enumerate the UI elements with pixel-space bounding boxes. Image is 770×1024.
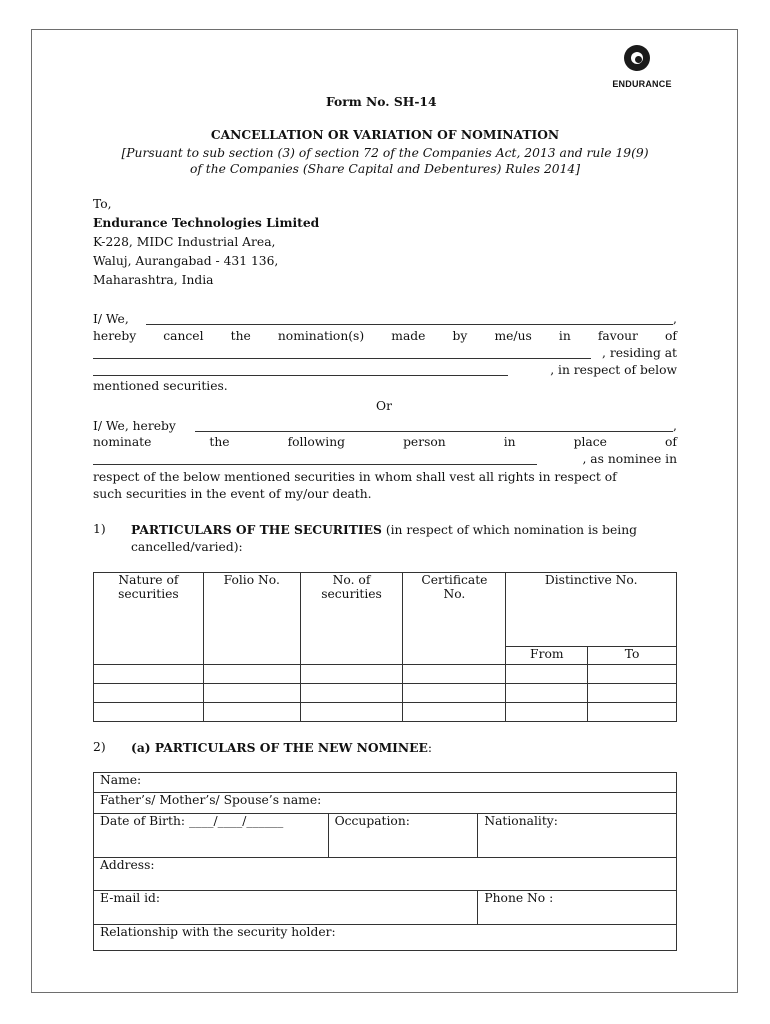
logo-mark-icon <box>624 45 650 71</box>
addressee-company: Endurance Technologies Limited <box>93 215 320 230</box>
endurance-logo <box>606 43 678 93</box>
para1-line4-end: , in respect of below <box>550 363 677 377</box>
section2-number: 2) <box>93 740 106 754</box>
securities-table <box>93 572 677 722</box>
col-from: From <box>506 647 588 665</box>
table-cell[interactable] <box>506 703 588 722</box>
para1-line5: mentioned securities. <box>93 379 228 393</box>
table-row <box>94 684 677 703</box>
table-cell[interactable] <box>588 665 677 684</box>
table-cell[interactable] <box>300 665 403 684</box>
para1-line1-end: , <box>673 312 677 326</box>
table-cell[interactable] <box>94 703 204 722</box>
nominee-dob-field[interactable]: Date of Birth: ____/____/______ <box>94 814 329 858</box>
para2-line2: nominate the following person in place of <box>93 435 677 449</box>
table-cell[interactable] <box>203 665 300 684</box>
table-cell[interactable] <box>403 684 506 703</box>
section2-heading: (a) PARTICULARS OF THE NEW NOMINEE: <box>131 740 433 755</box>
nominee-email-field[interactable]: E-mail id: <box>94 891 478 925</box>
col-to: To <box>588 647 677 665</box>
nominee-phone-field[interactable]: Phone No : <box>478 891 677 925</box>
para1-line1-prefix: I/ We, <box>93 312 129 326</box>
table-row <box>94 665 677 684</box>
col-nature-of-securities: Nature of securities <box>94 573 204 665</box>
residing-at-blank[interactable] <box>93 375 508 376</box>
or-separator: Or <box>376 399 392 413</box>
table-cell[interactable] <box>300 703 403 722</box>
section1-number: 1) <box>93 522 106 536</box>
col-certificate-no: Certificate No. <box>403 573 506 665</box>
col-distinctive-no: Distinctive No. <box>506 573 677 647</box>
favour-of-blank[interactable] <box>93 358 591 359</box>
nominee-table <box>93 772 677 951</box>
table-cell[interactable] <box>94 684 204 703</box>
nominee-occupation-field[interactable]: Occupation: <box>328 814 478 858</box>
para2-line5: such securities in the event of my/our death. <box>93 487 372 501</box>
nominee-nationality-field[interactable]: Nationality: <box>478 814 677 858</box>
addressee-line3: Maharashtra, India <box>93 273 214 287</box>
addressee-line1: K-228, MIDC Industrial Area, <box>93 235 276 249</box>
para2-line3-end: , as nominee in <box>582 452 677 466</box>
table-cell[interactable] <box>300 684 403 703</box>
form-subtitle-line1: [Pursuant to sub section (3) of section 72 of the Companies Act, 2013 and rule 19(9) <box>121 146 649 160</box>
table-cell[interactable] <box>403 665 506 684</box>
table-cell[interactable] <box>506 665 588 684</box>
logo-brand-text: ENDURANCE <box>612 79 672 89</box>
para2-line1-prefix: I/ We, hereby <box>93 419 176 433</box>
nominator-name-blank[interactable] <box>195 431 673 432</box>
in-place-of-blank[interactable] <box>93 464 537 465</box>
form-number: Form No. SH-14 <box>326 94 437 109</box>
nominee-name-field[interactable]: Name: <box>94 773 677 793</box>
nominee-address-field[interactable]: Address: <box>94 858 677 891</box>
para2-line1-end: , <box>673 419 677 433</box>
para1-line3-end: , residing at <box>602 346 677 360</box>
table-cell[interactable] <box>403 703 506 722</box>
section1-heading-line2: cancelled/varied): <box>131 540 243 554</box>
para1-line2: hereby cancel the nomination(s) made by me/us in favour of <box>93 329 677 343</box>
form-title: CANCELLATION OR VARIATION OF NOMINATION <box>210 127 560 142</box>
section1-heading: PARTICULARS OF THE SECURITIES (in respect of which nomination is being <box>131 522 637 537</box>
cancel-name-blank[interactable] <box>146 324 673 325</box>
col-folio-no: Folio No. <box>203 573 300 665</box>
nominee-parent-name-field[interactable]: Father’s/ Mother’s/ Spouse’s name: <box>94 793 677 814</box>
table-cell[interactable] <box>203 703 300 722</box>
table-cell[interactable] <box>588 703 677 722</box>
nominee-relationship-field[interactable]: Relationship with the security holder: <box>94 925 677 951</box>
table-cell[interactable] <box>588 684 677 703</box>
addressee-to: To, <box>93 197 112 211</box>
addressee-line2: Waluj, Aurangabad - 431 136, <box>93 254 279 268</box>
para2-line4: respect of the below mentioned securities in whom shall vest all rights in respect of <box>93 470 617 484</box>
form-subtitle-line2: of the Companies (Share Capital and Debentures) Rules 2014] <box>189 162 581 176</box>
col-no-of-securities: No. of securities <box>300 573 403 665</box>
table-cell[interactable] <box>506 684 588 703</box>
table-cell[interactable] <box>94 665 204 684</box>
table-cell[interactable] <box>203 684 300 703</box>
table-row <box>94 703 677 722</box>
